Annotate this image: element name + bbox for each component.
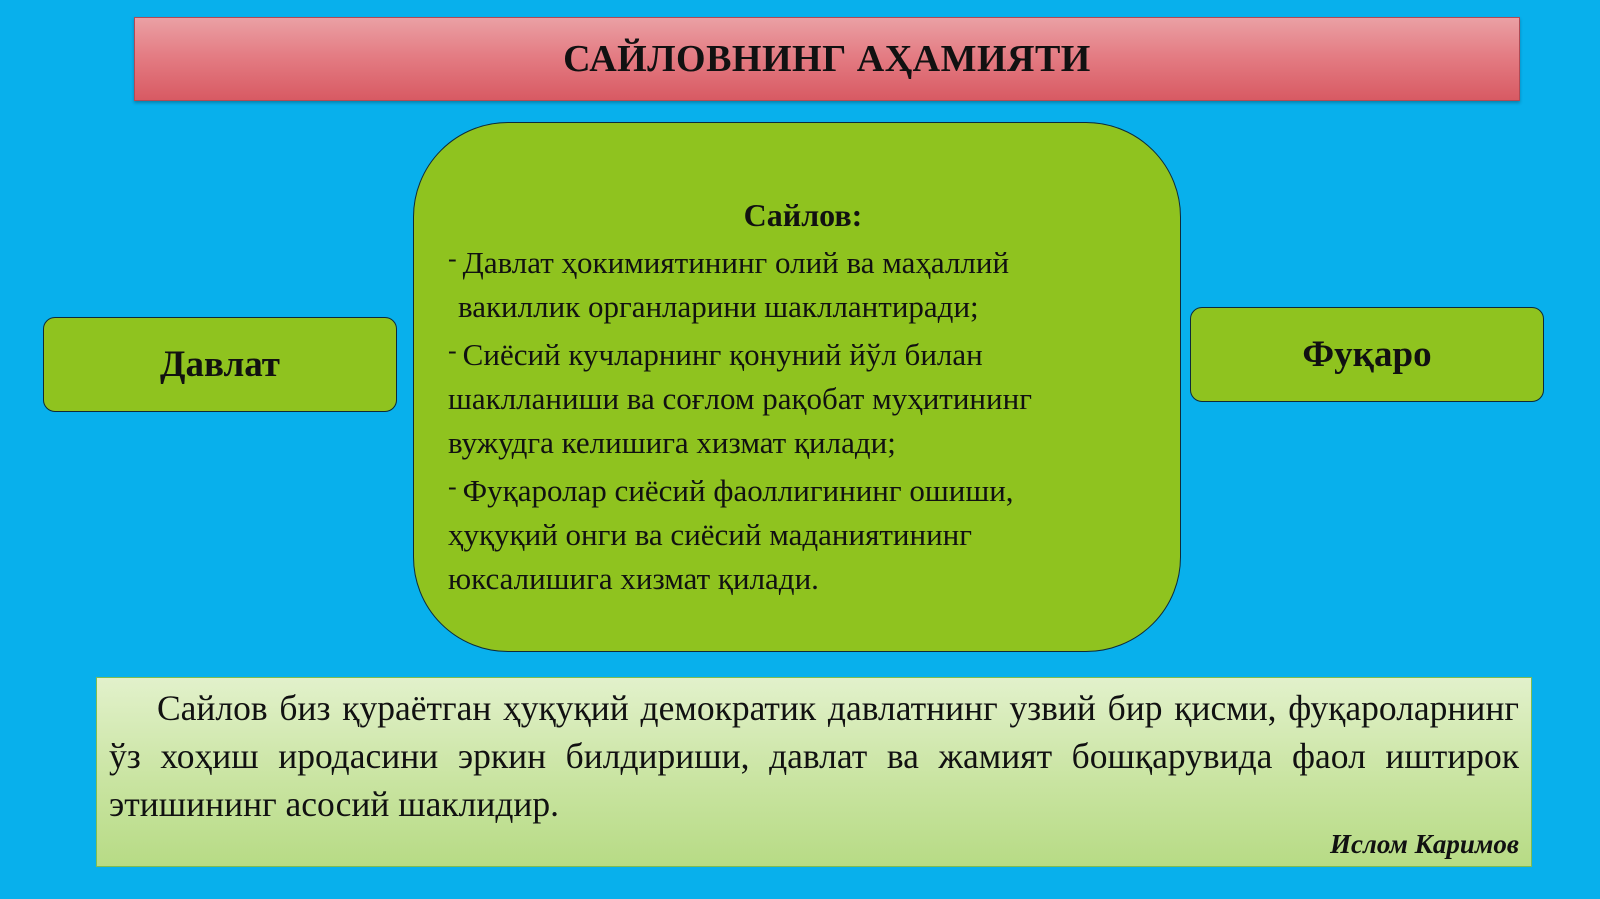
bullet-item-3 bbox=[448, 465, 1148, 513]
bullet-dash: - bbox=[448, 336, 457, 365]
elections-content bbox=[448, 193, 1148, 601]
citizen-box bbox=[1190, 307, 1544, 402]
bullet-text: Давлат ҳокимиятининг олий ва маҳаллий bbox=[462, 245, 1010, 280]
elections-heading: Сайлов: bbox=[743, 197, 863, 233]
state-box bbox=[43, 317, 397, 412]
bullet-continuation: вакиллик органларини шакллантиради; bbox=[458, 289, 979, 324]
bullet-continuation: шаклланиши ва соғлом рақобат муҳитининг bbox=[448, 381, 1032, 416]
bullet-continuation: юксалишига хизмат қилади. bbox=[448, 561, 819, 596]
elections-box bbox=[413, 122, 1181, 652]
bullet-dash: - bbox=[448, 472, 457, 501]
state-label: Давлат bbox=[160, 344, 280, 385]
citizen-label: Фуқаро bbox=[1302, 334, 1432, 375]
quote-text: Сайлов биз қураётган ҳуқуқий демократик давлатнинг узвий бир қисми, фуқароларнинг ўз хоҳиш иродасини эркин билдириши, давлат ва жамият бошқарувида фаол иштирок этишининг асосий шаклидир. bbox=[109, 688, 1519, 824]
quote-author: Ислом Каримов bbox=[1330, 829, 1519, 859]
bullet-text: Фуқаролар сиёсий фаоллигининг ошиши, bbox=[462, 473, 1014, 508]
bullet-continuation: ҳуқуқий онги ва сиёсий маданиятининг bbox=[448, 517, 972, 552]
title-banner bbox=[134, 17, 1520, 101]
bullet-text: Сиёсий кучларнинг қонуний йўл билан bbox=[462, 337, 983, 372]
bullet-item-2 bbox=[448, 329, 1148, 377]
slide-title: САЙЛОВНИНГ АҲАМИЯТИ bbox=[563, 38, 1091, 80]
bullet-item-1 bbox=[448, 237, 1148, 285]
quote-box bbox=[96, 677, 1532, 867]
bullet-continuation: вужудга келишига хизмат қилади; bbox=[448, 425, 896, 460]
bullet-dash: - bbox=[448, 244, 457, 273]
